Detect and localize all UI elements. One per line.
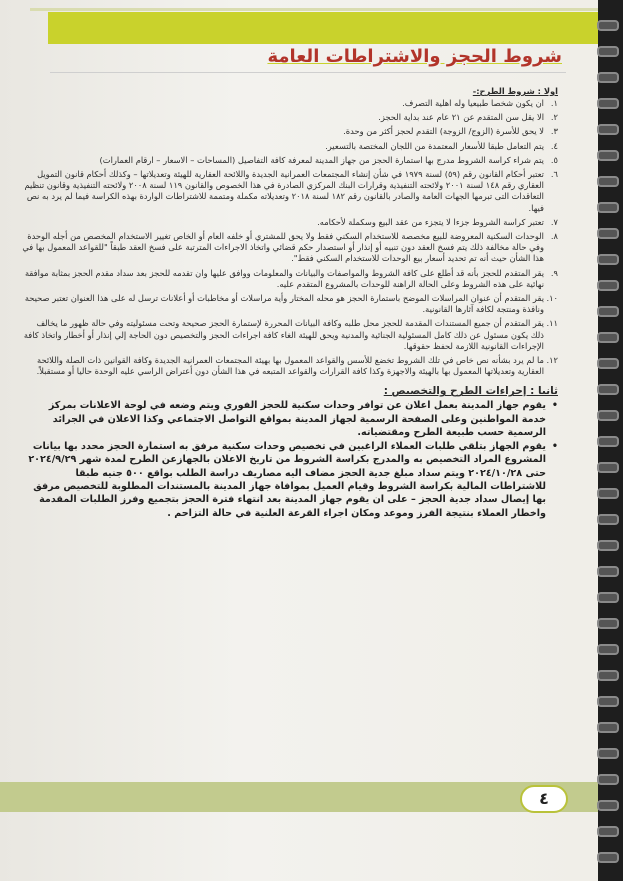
binding-ring [597, 176, 619, 187]
item-number: ٦. [550, 169, 558, 180]
list-item [22, 293, 558, 315]
footer-bar [0, 782, 598, 812]
binding-ring [597, 228, 619, 239]
item-number: ٢. [550, 112, 558, 123]
binding-ring [597, 384, 619, 395]
binding-ring [597, 748, 619, 759]
list-item [22, 155, 558, 166]
item-number: ١٢. [546, 355, 558, 366]
binding-ring [597, 644, 619, 655]
binding-ring [597, 800, 619, 811]
list-item [22, 355, 558, 377]
list-item [22, 98, 558, 109]
item-number: ٥. [550, 154, 558, 165]
binding-ring [597, 462, 619, 473]
binding-ring [597, 436, 619, 447]
item-number: ١. [550, 98, 558, 108]
item-number: ٣. [550, 126, 558, 137]
item-number: ٩. [550, 267, 558, 278]
item-text: يقر المتقدم أن عنوان المراسلات الموضح باستمارة الحجز هو محله المختار وأية مراسلات أو مخاطبات أو أعلانات ترسل له على هذا العنوان تعتبر صحيحة ونافذة ومنتجة لكافة آثارها القانونية. [24, 293, 544, 315]
page-title: شروط الحجز والاشتراطات العامة [267, 46, 562, 67]
section1-heading: اولا : شروط الطرح:- [472, 86, 558, 96]
item-text: يقر المتقدم للحجز بأنه قد أطلع على كافة الشروط والمواصفات والبيانات والمعلومات ووافق عليها وان تقدمه للحجز بعد سداد مقدم الحجز بمثابة موافقة نهائية على هذه الشروط وعلى الحالة الراهنة للوحدات بالمشروع المتقدم عليه. [24, 267, 544, 289]
bullet-icon: • [551, 400, 558, 412]
item-text: لا يحق للأسرة (الزوج/ الزوجة) التقدم لحجز أكثر من وحدة. [343, 126, 544, 137]
binding-ring [597, 540, 619, 551]
list-item [22, 217, 558, 228]
binding-ring [597, 826, 619, 837]
binding-ring [597, 358, 619, 369]
bullet-text: يقوم الجهاز بتلقي طلبات العملاء الراغبين في تخصيص وحدات سكنية مرفق به استمارة الحجز محدد بها بيانات المشروع المراد التخصيص به والمدرج بكراسة الشروط من تاريخ الاعلان بالجهازعن الطرح لمدة شهر ٢٠٢٤/٩/٢٩ حتى ٢٠٢٤/١٠/٢٨ ويتم سداد مبلغ جدية الحجز مضاف اليه مصاريف دراسة الطلب بواقع ٥٠٠ جنيه طبقا للاشتراطات المالية بكراسة الشروط وقيام العميل بموافاة جهاز المدينة بالمستندات المطلوبة للتخصيص مرفق بها إيصال سداد جدية الحجز – على ان يقوم جهاز المدينة بعد انتهاء فترة الحجز بتجميع وفرز الطلبات المقدمة واخطار العملاء بنتيجة الفرز وموعد ومكان اجراء القرعة العلنية في حالة التزاحم . [28, 440, 546, 519]
binding-ring [597, 488, 619, 499]
top-rule [30, 8, 598, 11]
item-number: ٨. [550, 231, 558, 242]
binding-ring [597, 254, 619, 265]
page-number: ٤ [520, 785, 568, 813]
list-item [22, 112, 558, 123]
bullet-item [22, 399, 558, 439]
binding-ring [597, 20, 619, 31]
item-text: يتم التعامل طبقا للأسعار المعتمدة من اللجان المختصة بالتسعير. [325, 140, 544, 151]
binding-ring [597, 202, 619, 213]
item-number: ٧. [550, 216, 558, 227]
item-text: الا يقل سن المتقدم عن ٢١ عام عند بداية الحجز. [378, 112, 544, 123]
list-item [22, 126, 558, 137]
bullet-icon: • [551, 440, 558, 452]
binding-ring [597, 332, 619, 343]
binding-ring [597, 566, 619, 577]
item-number: ٤. [550, 140, 558, 151]
section1-list [22, 98, 558, 377]
item-text: الوحدات السكنية المعروضة للبيع مخصصة للاستخدام السكني فقط ولا يحق للمشتري أو خلفه العام أو الخاص تغيير الاستخدام المخصص من أجله الوحدة وفي حالة مخالفة ذلك يتم فسخ العقد دون تنبيه أو إنذار أو استصدار حكم قضائي واتخاذ الاجراءات المترتبة على فسخ العقد طبقاً "للقواعد المعمول بها في هذا الشأن حيث أنه تم تحديد أسعار بيع الوحدات للاستخدام السكني فقط". [22, 231, 544, 264]
spiral-binding [598, 0, 623, 881]
binding-ring [597, 410, 619, 421]
item-number: ١١. [546, 318, 558, 329]
list-item [22, 231, 558, 265]
bullet-item [22, 440, 558, 520]
binding-ring [597, 774, 619, 785]
item-text: تعتبر كراسة الشروط جزءا لا يتجزء من عقد البيع وسكملة لأحكامه. [317, 216, 544, 227]
item-text: تعتبر أحكام القانون رقم (٥٩) لسنة ١٩٧٩ في شأن إنشاء المجتمعات العمرانية الجديدة واللائحة العقارية للهيئة وتعديلاتها – وكذلك أحكام قانون التمويل العقاري رقم ١٤٨ لسنة ٢٠٠١ ولائحته التنفيذية وقرارات البنك المركزي الصادرة في هذا الخصوص والقانون ١١٩ لسنة ٢٠٠٨ ولائحته التنفيذية وقانون تنظيم التعاقدات التى تبرمها الجهات العامة والصادر بالقانون رقم ١٨٢ لسنة ٢٠١٨ وتعديلاته مكملة ومتممة للاشتراطات الواردة بهذه الكراسة فيما لم يرد به نص فيها. [24, 169, 544, 213]
binding-ring [597, 280, 619, 291]
binding-ring [597, 696, 619, 707]
binding-ring [597, 150, 619, 161]
list-item [22, 318, 558, 352]
header-bar [48, 12, 598, 44]
item-text: ان يكون شخصا طبيعيا وله اهلية التصرف. [402, 98, 544, 108]
bullet-text: يقوم جهاز المدينة بعمل اعلان عن توافر وحدات سكنية للحجز الفوري ويتم وضعه في لوحة الاعلانات بمركز خدمة المواطنين وعلى الصفحة الرسمية لجهاز المدينة بمواقع التواصل الاجتماعي وكذا الاعلان في الجرائد الرسمية حسب طبيعة الطرح ومقتضياته. [48, 400, 546, 439]
list-item [22, 169, 558, 214]
item-text: ما لم يرد بشأنه نص خاص في تلك الشروط تخضع للأسس والقواعد المعمول بها بهيئة المجتمعات العمرانية الجديدة وكافة القوانين ذات الصلة واللائحة العقارية وتعديلاتها المعمول بها بالهيئة والاجهزة وكذا كافة القرارات والقواعد المتبعه في هذا الشأن دون أعتراض الراسي عليه الوحدة حاليا أو مستقبلاً. [36, 355, 544, 377]
item-text: يتم شراء كراسة الشروط مدرج بها استمارة الحجز من جهاز المدينة لمعرفة كافة التفاصيل (المساحات – الاسعار – ارقام العمارات) [99, 154, 544, 165]
binding-ring [597, 670, 619, 681]
item-number: ١٠. [546, 293, 558, 304]
binding-ring [597, 98, 619, 109]
section2-heading: ثانيا : إجراءات الطرح والتخصيص : [383, 385, 558, 398]
title-divider [50, 72, 566, 73]
binding-ring [597, 852, 619, 863]
binding-ring [597, 514, 619, 525]
section2-list [22, 399, 558, 520]
binding-ring [597, 306, 619, 317]
binding-ring [597, 46, 619, 57]
item-text: يقر المتقدم أن جميع المستندات المقدمة للحجز محل طلبه وكافة البيانات المحررة لإستمارة الحجز صحيحة وتحت مسئوليته وفي حالة ظهور ما يخالف ذلك يكون مسئول عن ذلك كامل المسئولية الجنائية والمدنية ويحق للهيئة الغاء كافة اجراءات الحجز والتخصيص دون الحاجة إلي إنذار أو أخطار واتخاذ كافة الإجراءات القانونية اللازمة لحفظ حقوقها. [23, 318, 544, 351]
list-item [22, 141, 558, 152]
list-item [22, 268, 558, 290]
document-body [22, 86, 558, 520]
binding-ring [597, 124, 619, 135]
binding-ring [597, 722, 619, 733]
binding-ring [597, 618, 619, 629]
binding-ring [597, 72, 619, 83]
binding-ring [597, 592, 619, 603]
